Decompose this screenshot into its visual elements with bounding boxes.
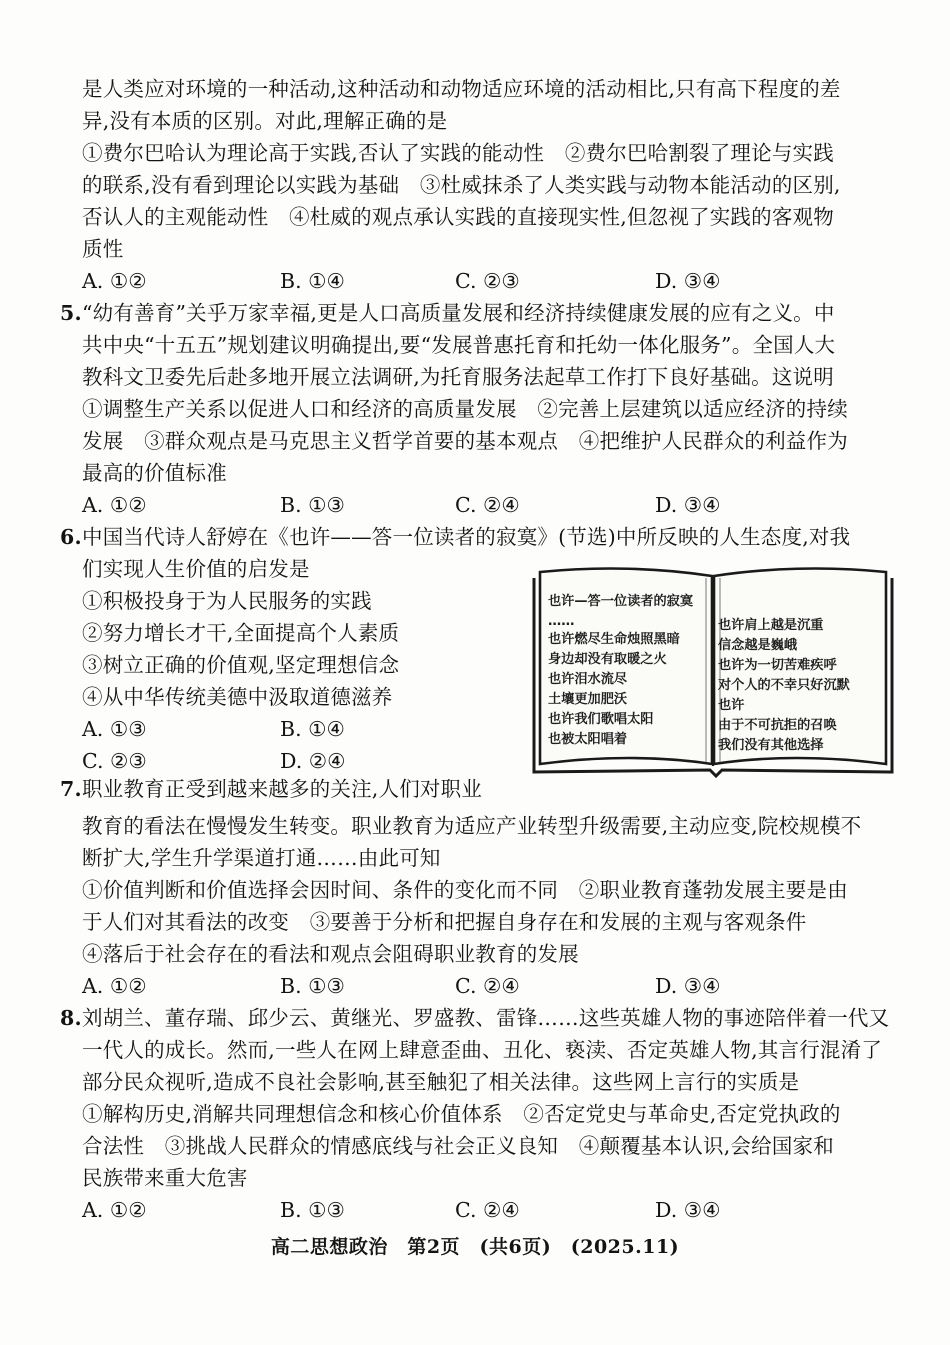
text-line: 是人类应对环境的一种活动,这种活动和动物适应环境的活动相比,只有高下程度的差	[82, 77, 841, 101]
option-c: C. ②④	[455, 974, 520, 998]
text-line: ①解构历史,消解共同理想信念和核心价值体系 ②否定党史与革命史,否定党执政的	[82, 1102, 841, 1126]
statement-2: ②努力增长才干,全面提高个人素质	[82, 621, 400, 645]
text-line: 合法性 ③挑战人民群众的情感底线与社会正义良知 ④颠覆基本认识,会给国家和	[82, 1134, 834, 1158]
option-c: C. ②④	[455, 493, 520, 517]
text-line: 否认人的主观能动性 ④杜威的观点承认实践的直接现实性,但忽视了实践的客观物	[82, 205, 834, 229]
text-line: 质性	[82, 237, 124, 261]
text-line: 共中央“十五五”规划建议明确提出,要“发展普惠托育和托幼一体化服务”。全国人大	[82, 333, 836, 357]
text-line: 一代人的成长。然而,一些人在网上肆意歪曲、丑化、亵渎、否定英雄人物,其言行混淆了	[82, 1038, 883, 1062]
poem-line: 也被太阳唱着	[548, 732, 628, 747]
poem-line: 身边却没有取暖之火	[548, 652, 667, 667]
text-line: ①价值判断和价值选择会因时间、条件的变化而不同 ②职业教育蓬勃发展主要是由	[82, 878, 848, 902]
poem-line: 由于不可抗拒的召唤	[718, 718, 837, 733]
text-line: 部分民众视听,造成不良社会影响,甚至触犯了相关法律。这些网上言行的实质是	[82, 1070, 800, 1094]
poem-line: 也许泪水流尽	[548, 672, 628, 687]
poem-line: 也许为一切苦难疾呼	[718, 658, 837, 673]
option-b: B. ①④	[280, 269, 345, 293]
option-b: B. ①③	[280, 493, 345, 517]
text-line: 职业教育正受到越来越多的关注,人们对职业	[82, 777, 483, 801]
option-a: A. ①②	[82, 1198, 147, 1222]
question-number: 5.	[60, 301, 82, 325]
open-book-illustration	[530, 564, 896, 778]
text-line: 民族带来重大危害	[82, 1166, 248, 1190]
question-number: 8.	[60, 1006, 82, 1030]
question-number: 6.	[60, 525, 82, 549]
poem-line: 土壤更加肥沃	[548, 692, 628, 707]
text-line: 最高的价值标准	[82, 461, 227, 485]
text-line: 异,没有本质的区别。对此,理解正确的是	[82, 109, 448, 133]
statement-1: ①积极投身于为人民服务的实践	[82, 589, 372, 613]
text-line: 断扩大,学生升学渠道打通……由此可知	[82, 846, 441, 870]
text-line: 们实现人生价值的启发是	[82, 557, 310, 581]
option-d: D. ③④	[655, 1198, 721, 1222]
text-line: 中国当代诗人舒婷在《也许——答一位读者的寂寞》(节选)中所反映的人生态度,对我	[82, 525, 851, 549]
statement-4: ④从中华传统美德中汲取道德滋养	[82, 685, 393, 709]
option-c: C. ②③	[455, 269, 520, 293]
text-line: 教育的看法在慢慢发生转变。职业教育为适应产业转型升级需要,主动应变,院校规模不	[82, 814, 862, 838]
poem-line: 我们没有其他选择	[718, 738, 824, 753]
option-d: D. ③④	[655, 269, 721, 293]
option-d: D. ③④	[655, 493, 721, 517]
text-line: 教科文卫委先后赴多地开展立法调研,为托育服务法起草工作打下良好基础。这说明	[82, 365, 834, 389]
poem-line: 也许我们歌唱太阳	[548, 712, 654, 727]
option-c: C. ②④	[455, 1198, 520, 1222]
text-line: 刘胡兰、董存瑞、邱少云、黄继光、罗盛教、雷锋……这些英雄人物的事迹陪伴着一代又	[82, 1006, 890, 1030]
text-line: 的联系,没有看到理论以实践为基础 ③杜威抹杀了人类实践与动物本能活动的区别,	[82, 173, 841, 197]
poem-line: 信念越是巍峨	[718, 638, 798, 653]
option-a: A. ①②	[82, 974, 147, 998]
question-number: 7.	[60, 777, 82, 801]
statement-3: ③树立正确的价值观,坚定理想信念	[82, 653, 400, 677]
text-line: ①费尔巴哈认为理论高于实践,否认了实践的能动性 ②费尔巴哈割裂了理论与实践	[82, 141, 834, 165]
poem-line: 对个人的不幸只好沉默	[718, 678, 850, 693]
option-a: A. ①②	[82, 493, 147, 517]
option-b: B. ①③	[280, 974, 345, 998]
text-line: 于人们对其看法的改变 ③要善于分析和把握自身存在和发展的主观与客观条件	[82, 910, 807, 934]
text-line: ①调整生产关系以促进人口和经济的高质量发展 ②完善上层建筑以适应经济的持续	[82, 397, 848, 421]
text-line: “幼有善育”关乎万家幸福,更是人口高质量发展和经济持续健康发展的应有之义。中	[82, 301, 835, 325]
option-d: D. ③④	[655, 974, 721, 998]
option-c: C. ②③	[82, 749, 147, 773]
text-line: 发展 ③群众观点是马克思主义哲学首要的基本观点 ④把维护人民群众的利益作为	[82, 429, 848, 453]
option-a: A. ①③	[82, 717, 147, 741]
option-a: A. ①②	[82, 269, 147, 293]
poem-line: ……	[548, 614, 575, 629]
poem-line: 也许肩上越是沉重	[718, 618, 824, 633]
option-b: B. ①④	[280, 717, 345, 741]
text-line: ④落后于社会存在的看法和观点会阻碍职业教育的发展	[82, 942, 579, 966]
page-footer: 高二思想政治 第2页 (共6页) (2025.11)	[270, 1236, 680, 1258]
poem-line: 也许燃尽生命烛照黑暗	[548, 632, 680, 647]
option-d: D. ②④	[280, 749, 346, 773]
option-b: B. ①③	[280, 1198, 345, 1222]
poem-title: 也许—答一位读者的寂寞	[548, 594, 694, 609]
poem-line: 也许	[718, 698, 745, 713]
